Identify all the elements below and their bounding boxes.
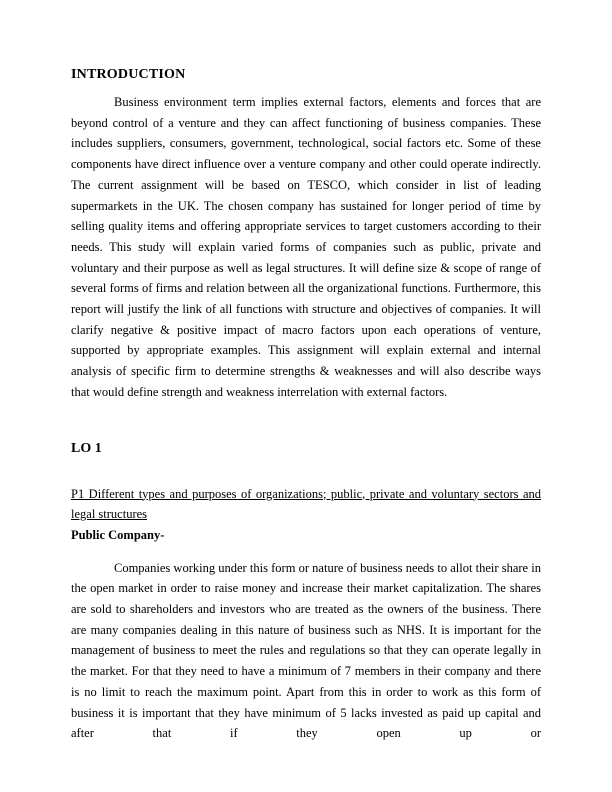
intro-paragraph: Business environment term implies external factors, elements and forces that are beyond control of a venture and they can affect functioning of business companies. These includes suppliers, consumers, government, technological, social factors etc. Some of these components have direct influence over a venture company and other could operate indirectly. The current assignment will be based on TESCO, which consider in list of leading supermarkets in the UK. The chosen company has sustained for longer period of time by selling quality items and offering appropriate services to target customers according to their needs. This study will explain varied forms of companies such as public, private and voluntary and their purpose as well as legal structures. It will define size & scope of range of several forms of firms and relation between all the organizational functions. Furthermore, this report will justify the link of all functions with structure and objectives of companies. It will clarify negative & positive impact of macro factors upon each operations of venture, supported by appropriate examples. This assignment will explain external and internal analysis of specific firm to determine strengths & weaknesses and will also describe ways that would define strength and weakness interrelation with external factors. xyxy=(71,95,541,399)
lo1-heading: LO 1 xyxy=(71,440,102,456)
public-company-label: Public Company- xyxy=(71,527,165,542)
p1-section-heading: P1 Different types and purposes of organizations; public, private and voluntary sectors and legal structures xyxy=(71,486,541,522)
public-company-paragraph: Companies working under this form or nature of business needs to allot their share in the open market in order to raise money and increase their market capitalization. The shares are sold to shareholders and investors who are treated as the owners of the business. There are many companies dealing in this nature of business such as NHS. It is important for the management of business to meet the rules and regulations so that they can operate legally in the market. For that they need to have a minimum of 7 members in their company and there is no limit to reach the maximum point. Apart from this in order to work as this form of business it is important that they have minimum of 5 lacks invested as paid up capital and after that if they open up or xyxy=(71,560,541,741)
intro-heading: INTRODUCTION xyxy=(71,67,186,82)
